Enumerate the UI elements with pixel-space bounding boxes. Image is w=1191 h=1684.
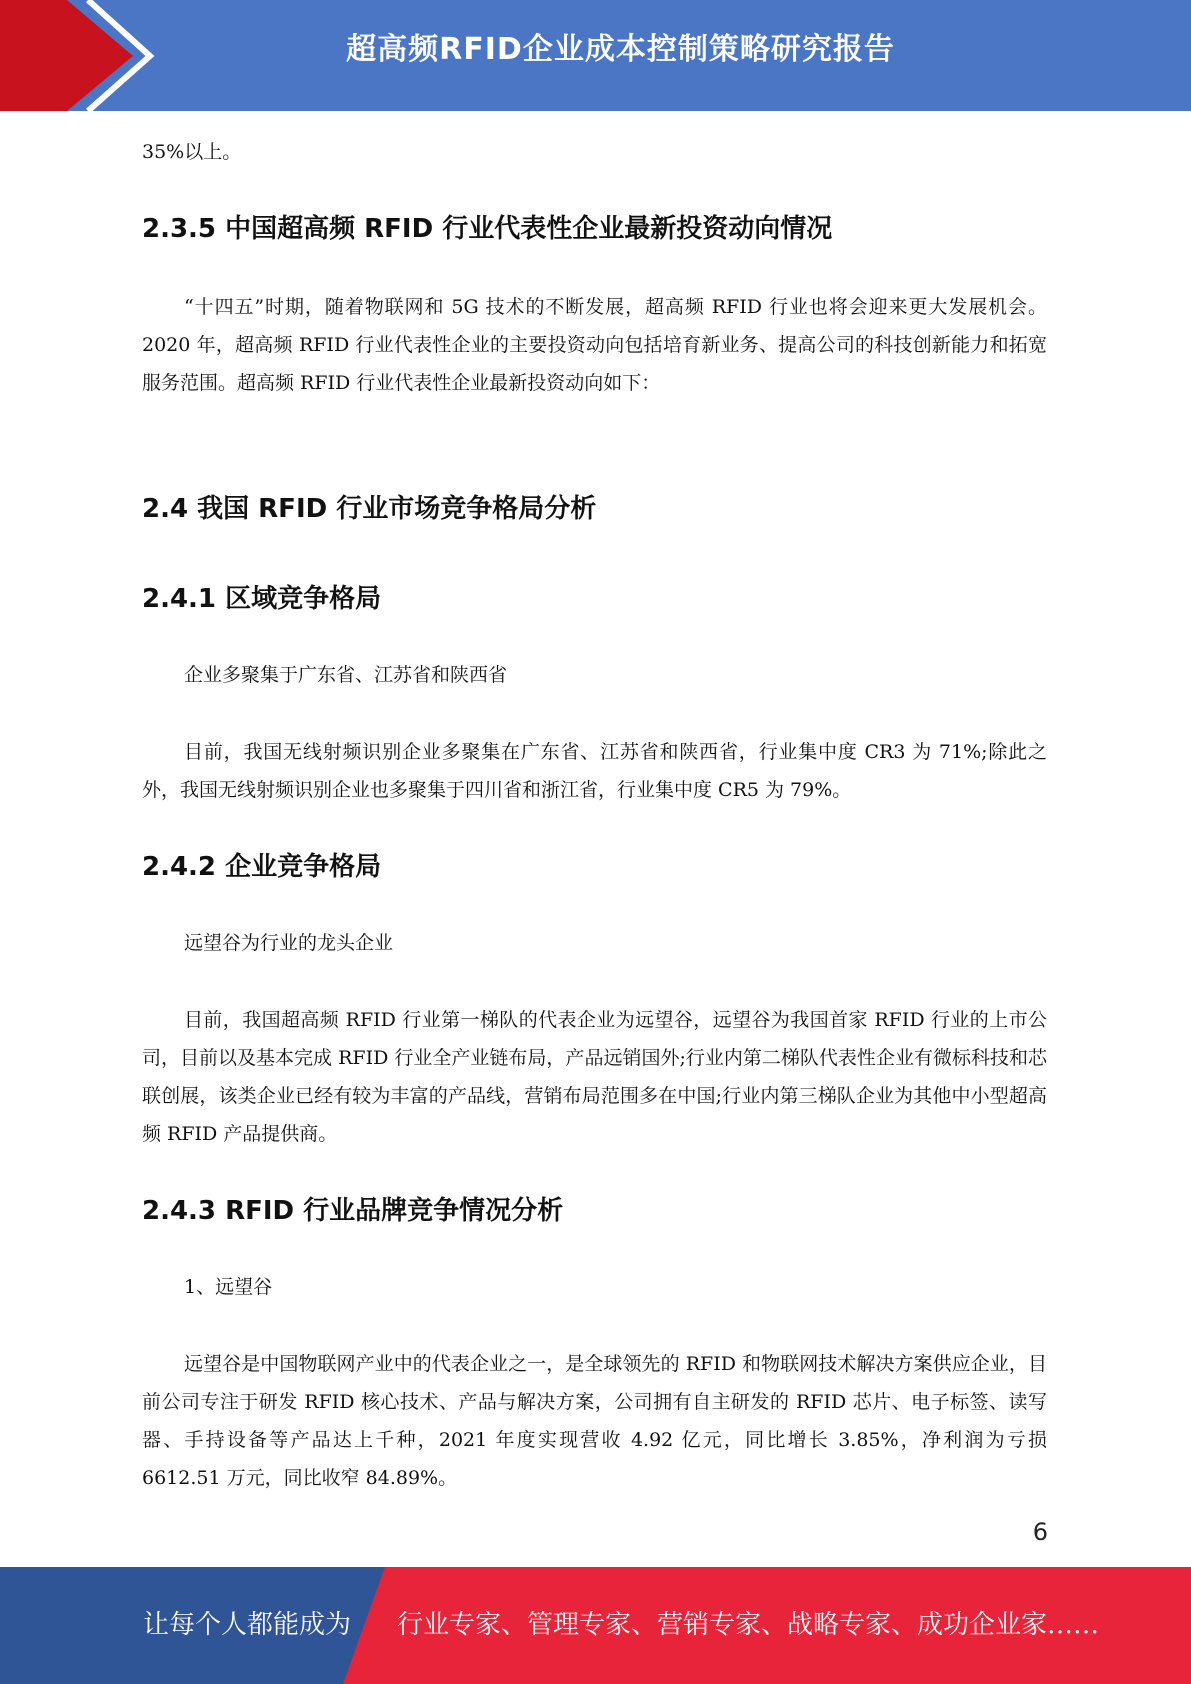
paragraph-2-4-3: 远望谷是中国物联网产业中的代表企业之一，是全球领先的 RFID 和物联网技术解决方案供应企业，目前公司专注于研发 RFID 核心技术、产品与解决方案，公司拥有自主研发的 RFID 芯片、电子标签、读写器、手持设备等产品达上千种，2021 年度实现营收 4.92 亿元，同比增长 3.85%，净利润为亏损 6612.51 万元，同比收窄 84.89%。 — [142, 1353, 1047, 1489]
paragraph-2-3-5: “十四五”时期，随着物联网和 5G 技术的不断发展，超高频 RFID 行业也将会迎来更大发展机会。2020 年，超高频 RFID 行业代表性企业的主要投资动向包括培育新业务、提高公司的科技创新能力和拓宽服务范围。超高频 RFID 行业代表性企业最新投资动向如下： — [142, 296, 1047, 394]
heading-2-4-1: 2.4.1 区域竞争格局 — [142, 584, 382, 614]
paragraph-2-4-1: 目前，我国无线射频识别企业多聚集在广东省、江苏省和陕西省，行业集中度 CR3 为 71%;除此之外，我国无线射频识别企业也多聚集于四川省和浙江省，行业集中度 CR5 为 79%。 — [142, 741, 1047, 801]
paragraph-2-4-2: 目前，我国超高频 RFID 行业第一梯队的代表企业为远望谷，远望谷为我国首家 RFID 行业的上市公司，目前以及基本完成 RFID 行业全产业链布局，产品远销国外;行业内第二梯队代表性企业有微标科技和芯联创展，该类企业已经有较为丰富的产品线，营销布局范围多在中国;行业内第三梯队企业为其他中小型超高频 RFID 产品提供商。 — [142, 1009, 1047, 1145]
footer-slogan-right: 行业专家、管理专家、营销专家、战略专家、成功企业家…… — [397, 1610, 1100, 1640]
paragraph-2-4-3-subtitle: 1、远望谷 — [184, 1276, 273, 1298]
paragraph-2-4-1-subtitle: 企业多聚集于广东省、江苏省和陕西省 — [184, 664, 508, 686]
paragraph-continuation: 35%以上。 — [142, 141, 242, 163]
paragraph-2-4-2-subtitle: 远望谷为行业的龙头企业 — [184, 932, 394, 954]
page-header — [0, 0, 1191, 111]
heading-2-4: 2.4 我国 RFID 行业市场竞争格局分析 — [142, 494, 597, 524]
heading-2-4-2: 2.4.2 企业竞争格局 — [142, 852, 382, 882]
header-title: 超高频RFID企业成本控制策略研究报告 — [346, 32, 895, 67]
heading-2-4-3: 2.4.3 RFID 行业品牌竞争情况分析 — [142, 1196, 564, 1226]
header-arrow-decoration — [0, 0, 170, 111]
page-footer — [0, 1567, 1191, 1684]
heading-2-3-5: 2.3.5 中国超高频 RFID 行业代表性企业最新投资动向情况 — [142, 214, 833, 244]
page-number: 6 — [1032, 1518, 1048, 1546]
footer-slogan-left: 让每个人都能成为 — [143, 1610, 352, 1640]
